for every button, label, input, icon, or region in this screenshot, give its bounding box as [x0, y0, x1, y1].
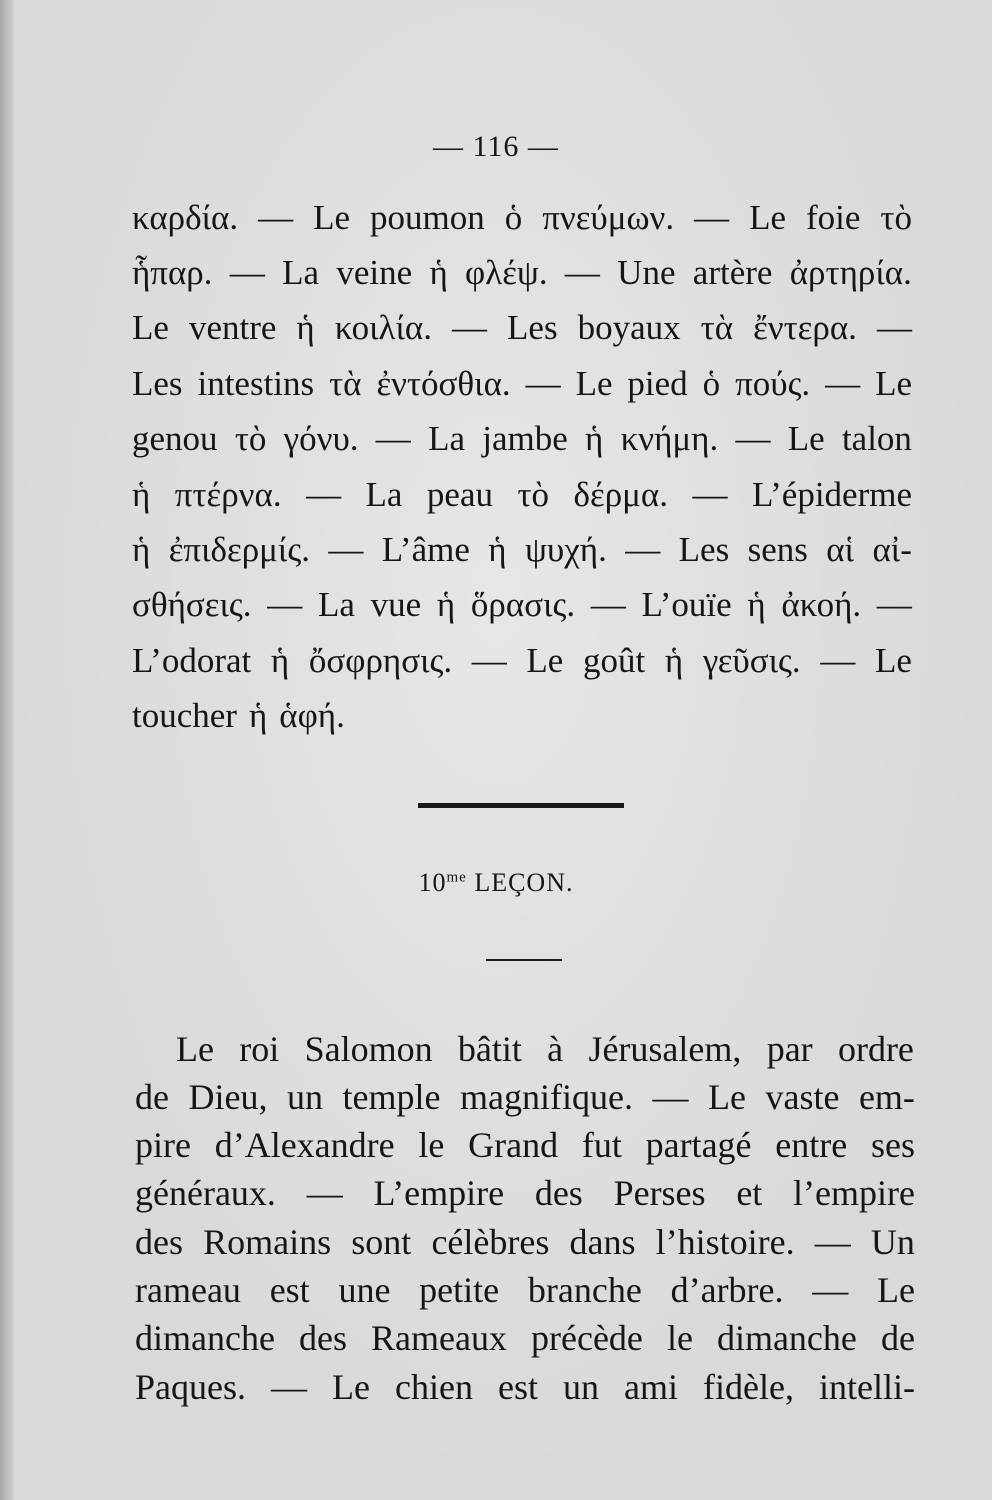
word: ordre [837, 1029, 914, 1069]
word: — [814, 1222, 851, 1262]
word: ὁ [702, 364, 721, 403]
word: ἡ [248, 696, 268, 735]
word: L’épiderme [751, 475, 912, 514]
word: — [306, 1173, 343, 1213]
word: ἀρτηρία. [789, 253, 912, 292]
word: l’empire [793, 1173, 915, 1213]
word: Le [575, 364, 613, 403]
word: Les [678, 530, 730, 569]
word: partagé [645, 1125, 752, 1165]
word: peau [426, 475, 493, 514]
word: goût [583, 641, 646, 680]
word: — [820, 641, 856, 680]
reading-line [135, 1318, 915, 1358]
word: fidèle, [703, 1367, 794, 1407]
vocabulary-line [132, 253, 912, 293]
word: L’odorat [132, 641, 252, 680]
word: le [418, 1125, 445, 1165]
word: Le [526, 641, 564, 680]
word: — [876, 308, 912, 347]
word: — [876, 585, 912, 624]
word: ἡ [270, 641, 290, 680]
word: Salomon [304, 1029, 433, 1069]
word: ἡ [488, 530, 507, 569]
word: entre [775, 1125, 848, 1165]
word: Un [870, 1222, 915, 1262]
reading-line [135, 1077, 915, 1117]
word: chien [395, 1367, 473, 1407]
word: Le [332, 1367, 370, 1407]
word: La [282, 253, 320, 292]
word: sont [351, 1222, 412, 1262]
word: ami [624, 1367, 679, 1407]
word: Le [313, 198, 351, 237]
word: bâtit [457, 1029, 522, 1069]
word: Le [787, 419, 825, 458]
word: δέρμα. [573, 475, 669, 514]
word: est [269, 1270, 310, 1310]
reading-line [176, 1029, 914, 1069]
word: temple [342, 1077, 441, 1117]
section-divider-rule [418, 803, 624, 808]
word: — [735, 419, 771, 458]
vocabulary-line [132, 419, 912, 459]
word: τὰ [329, 364, 362, 403]
word: — [590, 585, 626, 624]
vocabulary-line [132, 585, 912, 625]
word: Les [507, 308, 558, 347]
word: — [692, 475, 728, 514]
word: ψυχή. [525, 530, 607, 569]
word: Le [874, 641, 912, 680]
word: rameau [135, 1270, 241, 1310]
word: Le [749, 198, 787, 237]
word: ἡ [132, 530, 151, 569]
word: πούς. [735, 364, 811, 403]
word: ἐντόσθια. [376, 364, 511, 403]
word: ἔντερα. [753, 308, 857, 347]
page-gutter-shadow [0, 0, 14, 1500]
word: L’empire [373, 1173, 505, 1213]
word: πτέρνα. [174, 475, 282, 514]
word: Une [617, 253, 676, 292]
word: ἡ [585, 419, 604, 458]
vocabulary-line [132, 641, 912, 681]
word: précède [531, 1318, 643, 1358]
word: — [306, 475, 342, 514]
vocabulary-line [132, 198, 912, 238]
word: ἀκοή. [781, 585, 862, 624]
word: petite [419, 1270, 500, 1310]
word: φλέψ. [465, 253, 548, 292]
word: magnifique. [460, 1077, 633, 1117]
word: talon [841, 419, 912, 458]
word: L’âme [381, 530, 470, 569]
word: dimanche [716, 1318, 857, 1358]
word: — [471, 641, 507, 680]
word: ἡ [296, 308, 315, 347]
word: L’ouïe [641, 585, 732, 624]
word: jambe [482, 419, 568, 458]
word: ἐπιδερμίς. [168, 530, 310, 569]
word: κοιλία. [334, 308, 432, 347]
word: Les [132, 364, 183, 403]
word: de [135, 1077, 169, 1117]
word: genou [132, 419, 218, 458]
word: intelli- [819, 1367, 915, 1407]
word: dans [569, 1222, 636, 1262]
word: des [298, 1318, 347, 1358]
word: Le [707, 1077, 746, 1117]
word: τὸ [517, 475, 550, 514]
word: — [812, 1270, 849, 1310]
word: généraux. [135, 1173, 276, 1213]
word: Rameaux [371, 1318, 507, 1358]
vocabulary-line [132, 475, 912, 515]
word: Jérusalem, [588, 1029, 742, 1069]
word: ses [870, 1125, 915, 1165]
word: artère [692, 253, 773, 292]
vocabulary-line [132, 696, 912, 736]
word: à [547, 1029, 564, 1069]
word: ὅρασις. [470, 585, 576, 624]
word: τὸ [880, 198, 912, 237]
lesson-number-suffix: me [446, 869, 467, 886]
reading-line [135, 1173, 915, 1213]
word: un [287, 1077, 323, 1117]
lesson-title: LEÇON. [474, 868, 574, 897]
word: des [534, 1173, 583, 1213]
word: ἧπαρ. [132, 253, 213, 292]
word: — [525, 364, 561, 403]
word: ἡ [436, 585, 456, 624]
word: par [766, 1029, 813, 1069]
word: branche [527, 1270, 642, 1310]
word: sens [747, 530, 808, 569]
word: pire [135, 1125, 191, 1165]
word: le [666, 1318, 693, 1358]
word: σθήσεις. [132, 585, 252, 624]
vocabulary-line [132, 308, 912, 348]
word: dimanche [135, 1318, 275, 1358]
word: — [564, 253, 600, 292]
word: des [135, 1222, 183, 1262]
word: αἰ- [872, 530, 912, 569]
reading-line [135, 1367, 915, 1407]
word: est [498, 1367, 538, 1407]
word: — [229, 253, 265, 292]
reading-line [135, 1222, 915, 1262]
word: et [736, 1173, 763, 1213]
word: vaste [765, 1077, 840, 1117]
lesson-heading [0, 868, 992, 898]
word: Le [875, 364, 912, 403]
word: un [563, 1367, 600, 1407]
word: ὄσφρησις. [308, 641, 453, 680]
word: Romains [203, 1222, 332, 1262]
word: ἁφή. [279, 696, 345, 735]
word: γεῦσις. [702, 641, 801, 680]
word: — [375, 419, 411, 458]
word: — [652, 1077, 689, 1117]
word: La [365, 475, 403, 514]
word: Perses [613, 1173, 706, 1213]
word: l’histoire. [655, 1222, 795, 1262]
word: — [625, 530, 661, 569]
word: roi [239, 1029, 280, 1069]
heading-underline-rule [486, 959, 562, 961]
word: pied [627, 364, 688, 403]
word: τὰ [700, 308, 734, 347]
word: de [880, 1318, 915, 1358]
word: La [428, 419, 465, 458]
word: célèbres [431, 1222, 550, 1262]
word: πνεύμων. [542, 198, 675, 237]
word: ὁ [504, 198, 523, 237]
word: ἡ [429, 253, 448, 292]
word: intestins [197, 364, 315, 403]
word: γόνυ. [283, 419, 359, 458]
word: poumon [370, 198, 485, 237]
word: Le [132, 308, 169, 347]
word: vue [370, 585, 422, 624]
word: ἡ [747, 585, 766, 624]
vocabulary-line [132, 530, 912, 570]
reading-line [135, 1125, 915, 1165]
word: — [328, 530, 364, 569]
word: La [317, 585, 355, 624]
reading-line [135, 1270, 915, 1310]
word: Paques. [135, 1367, 246, 1407]
word: αἱ [826, 530, 855, 569]
word: — [452, 308, 488, 347]
word: em- [858, 1077, 915, 1117]
word: κνήμη. [620, 419, 719, 458]
word: d’Alexandre [214, 1125, 395, 1165]
word: — [271, 1367, 308, 1407]
word: — [694, 198, 730, 237]
word: veine [336, 253, 413, 292]
word: fut [581, 1125, 622, 1165]
word: — [258, 198, 294, 237]
word: ἡ [132, 475, 151, 514]
word: toucher [132, 696, 237, 735]
word: ἡ [664, 641, 684, 680]
word: Le [877, 1270, 915, 1310]
vocabulary-line [132, 364, 912, 404]
word: foie [806, 198, 861, 237]
word: d’arbre. [670, 1270, 784, 1310]
word: — [267, 585, 303, 624]
word: une [338, 1270, 391, 1310]
word: — [825, 364, 861, 403]
word: τὸ [234, 419, 267, 458]
lesson-number: 10 [418, 868, 447, 897]
word: Le [176, 1029, 214, 1069]
word: Dieu, [188, 1077, 268, 1117]
word: ventre [188, 308, 277, 347]
word: Grand [468, 1125, 559, 1165]
word: καρδία. [132, 198, 239, 237]
word: boyaux [577, 308, 681, 347]
page-number: — 116 — [433, 130, 559, 163]
